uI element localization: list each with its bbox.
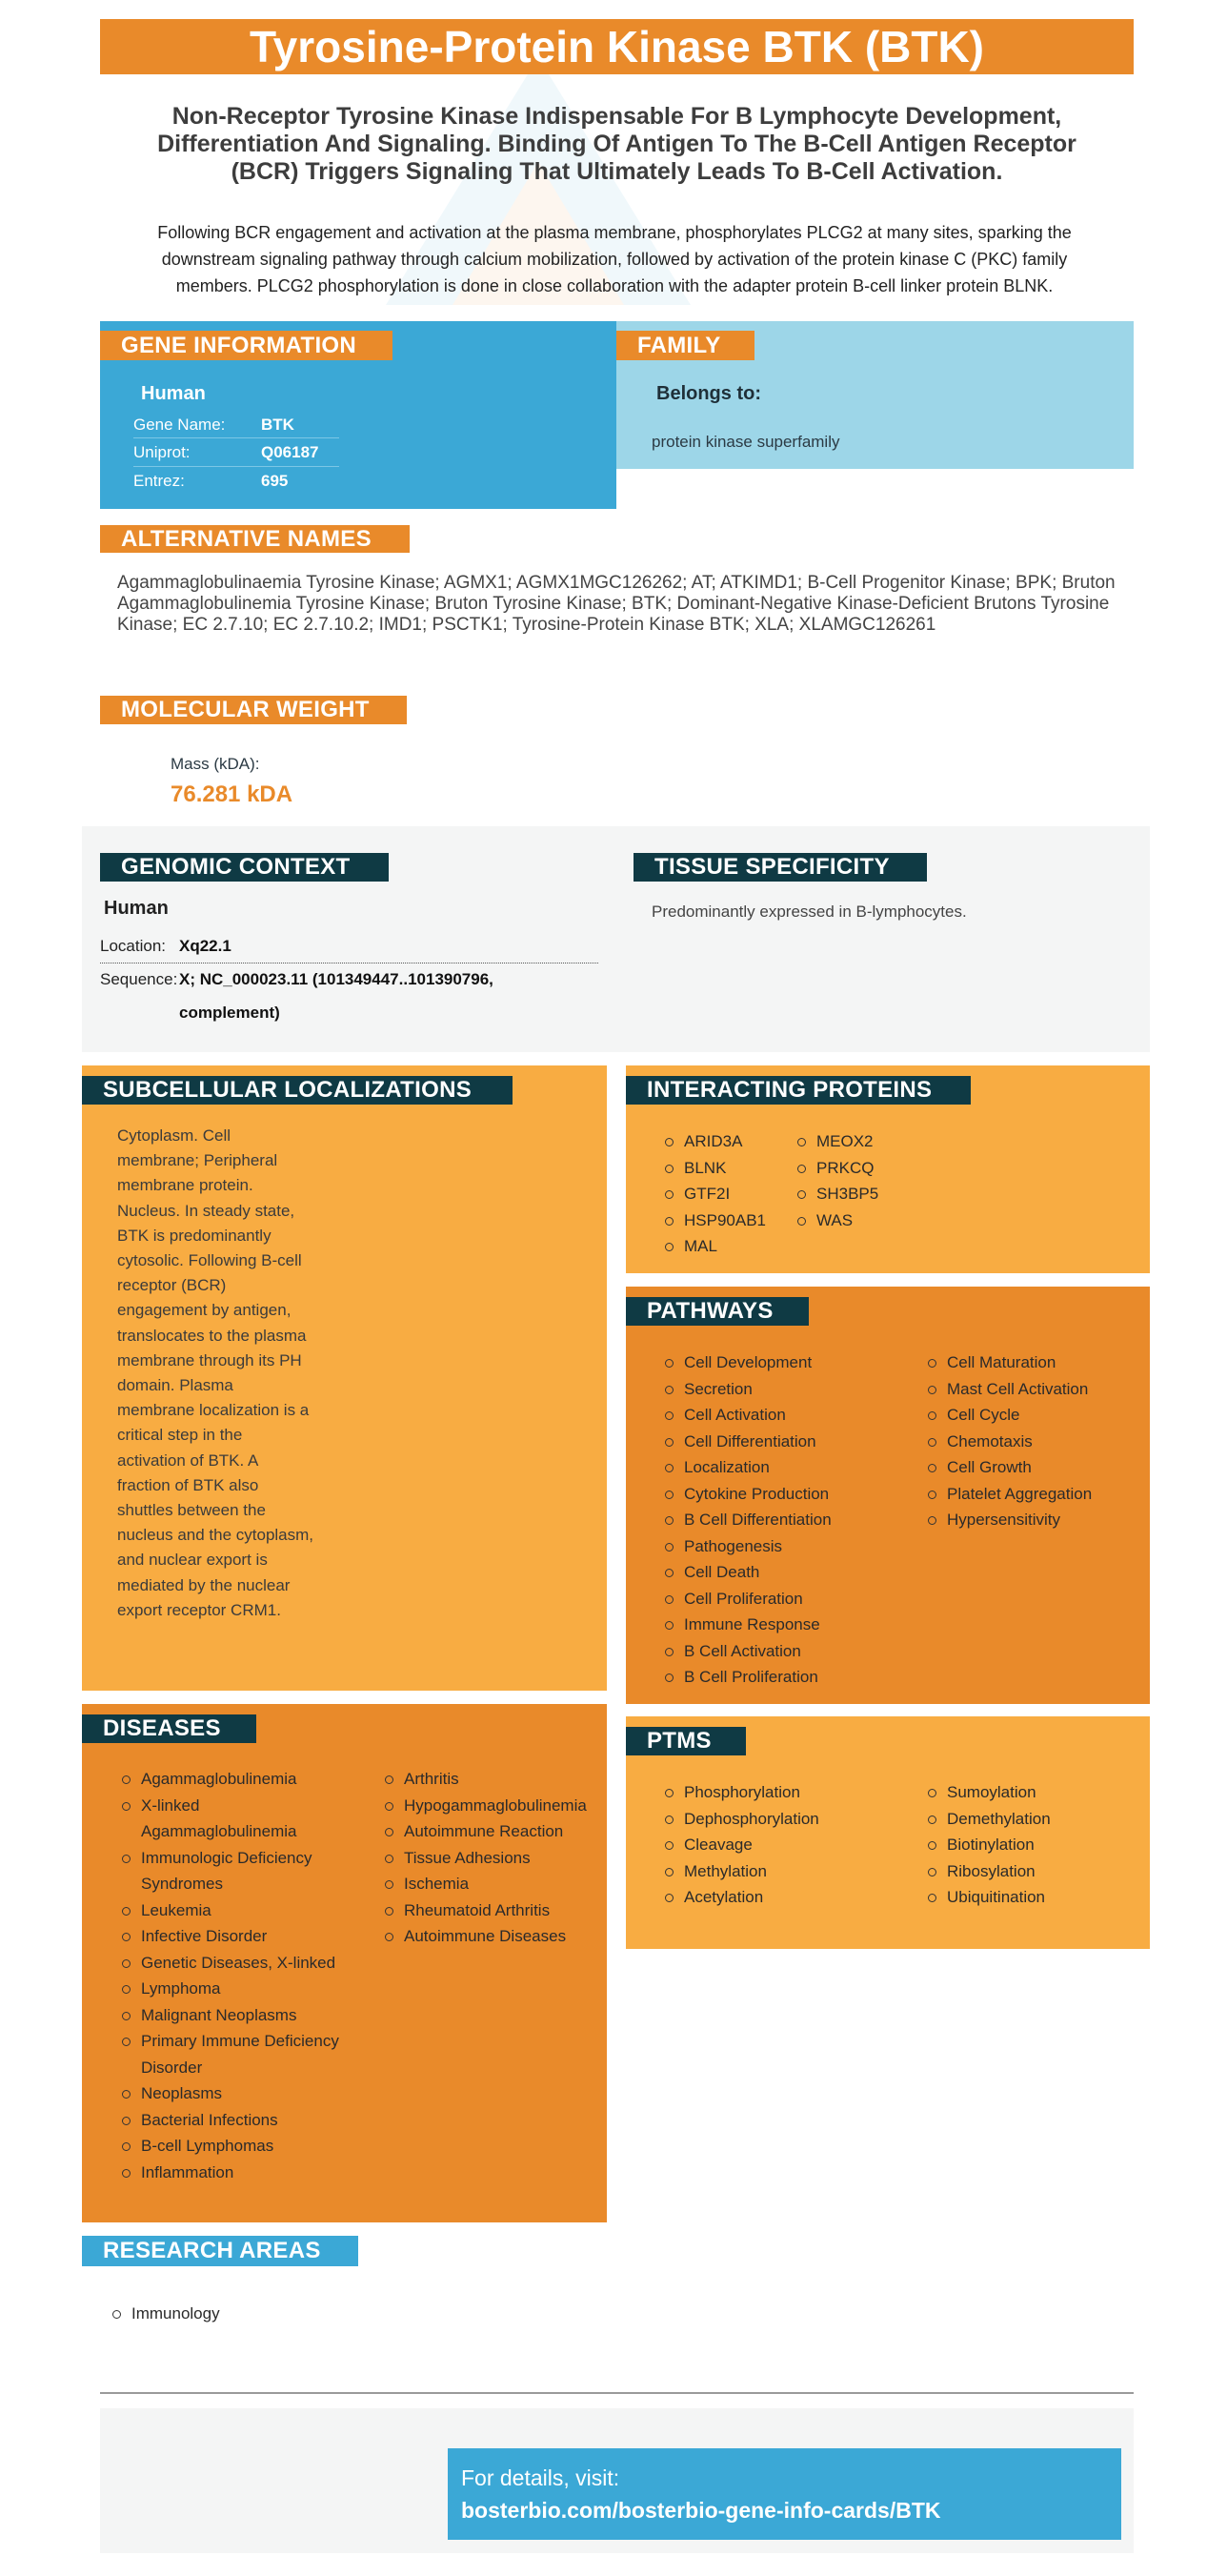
diseases-list-col2 [385, 1766, 604, 1950]
subcellular-text: Cytoplasm. Cell membrane; Peripheral membrane protein. Nucleus. In steady state, BTK is predominantly cytosolic. Following B-cell receptor (BCR) engagement by antigen, translocates to the plasma membrane through its PH domain. Plasma membrane localization is a critical step in the activation of BTK. A fraction of BTK also shuttles between the nucleus and the cytoplasm, and nuclear export is mediated by the nuclear export receptor CRM1. [117, 1126, 314, 1619]
list-item: Immune Response [665, 1612, 832, 1638]
diseases-list-col1 [122, 1766, 341, 2185]
list-item: Acetylation [665, 1884, 819, 1911]
entrez-value: 695 [261, 472, 289, 490]
page-title: Tyrosine-Protein Kinase BTK (BTK) [250, 22, 984, 71]
list-item: Demethylation [928, 1806, 1051, 1833]
family-belongs-label: Belongs to: [656, 383, 761, 404]
list-item: GTF2I [665, 1181, 766, 1207]
list-item: Cell Growth [928, 1454, 1092, 1481]
page-title-bar [100, 19, 1134, 74]
list-item: Infective Disorder [122, 1923, 341, 1950]
list-item: Cytokine Production [665, 1481, 832, 1508]
list-item: Cell Differentiation [665, 1429, 832, 1455]
list-item: Tissue Adhesions [385, 1845, 604, 1872]
ptms-list-col2 [928, 1779, 1051, 1911]
family-heading: FAMILY [616, 331, 754, 360]
interacting-list-col2 [797, 1128, 878, 1233]
genomic-context-heading: GENOMIC CONTEXT [100, 853, 389, 882]
ptms-list-col1 [665, 1779, 819, 1911]
sequence-value [179, 970, 617, 1023]
list-item: Immunology [112, 2301, 220, 2327]
list-item: Platelet Aggregation [928, 1481, 1092, 1508]
description: Following BCR engagement and activation at the plasma membrane, phosphorylates PLCG2 at many sites, sparking the downstream signaling pathway through calcium mobilization, followed by activation of the protein kinase C (PKC) family members. PLCG2 phosphorylation is done in close collaboration with the adapter protein B-cell linker protein BLNK. [157, 223, 1072, 295]
list-item: B Cell Proliferation [665, 1664, 832, 1691]
genomic-location-row [100, 930, 598, 963]
gene-info-heading: GENE INFORMATION [100, 331, 392, 360]
list-item: Bacterial Infections [122, 2107, 341, 2134]
diseases-heading: DISEASES [82, 1714, 256, 1743]
sequence-label: Sequence: [100, 970, 178, 988]
list-item: Arthritis [385, 1766, 604, 1793]
gene-info-table [133, 412, 339, 496]
list-item: Agammaglobulinemia [122, 1766, 341, 1793]
list-item: Ribosylation [928, 1858, 1051, 1885]
list-item: MEOX2 [797, 1128, 878, 1155]
list-item: Genetic Diseases, X-linked [122, 1950, 341, 1977]
list-item: Autoimmune Reaction [385, 1818, 604, 1845]
list-item: Hypersensitivity [928, 1507, 1092, 1533]
list-item: Chemotaxis [928, 1429, 1092, 1455]
list-item: Leukemia [122, 1897, 341, 1924]
subtitle: Non-Receptor Tyrosine Kinase Indispensable For B Lymphocyte Development, Differentiation And Signaling. Binding Of Antigen To The B-Cell Antigen Receptor (BCR) Triggers Signaling That Ultimately Leads To B-Cell Activation. [157, 103, 1076, 185]
list-item: Phosphorylation [665, 1779, 819, 1806]
interacting-list-col1 [665, 1128, 766, 1260]
research-areas-heading: RESEARCH AREAS [82, 2236, 358, 2266]
uniprot-label: Uniprot: [133, 442, 191, 461]
list-item: HSP90AB1 [665, 1207, 766, 1234]
list-item: ARID3A [665, 1128, 766, 1155]
list-item: Lymphoma [122, 1976, 341, 2002]
list-item: Sumoylation [928, 1779, 1051, 1806]
list-item: MAL [665, 1233, 766, 1260]
list-item: WAS [797, 1207, 878, 1234]
list-item: BLNK [665, 1155, 766, 1182]
list-item: Hypogammaglobulinemia [385, 1793, 604, 1819]
list-item: Cleavage [665, 1832, 819, 1858]
details-link-box[interactable] [448, 2448, 1121, 2540]
list-item: Ubiquitination [928, 1884, 1051, 1911]
list-item: Immunologic Deficiency Syndromes [122, 1845, 341, 1897]
gene-info-organism: Human [141, 383, 206, 404]
list-item: Rheumatoid Arthritis [385, 1897, 604, 1924]
gene-name-label: Gene Name: [133, 415, 226, 434]
entrez-label: Entrez: [133, 472, 185, 490]
location-label: Location: [100, 937, 166, 955]
list-item: B Cell Activation [665, 1638, 832, 1665]
details-url[interactable]: bosterbio.com/bosterbio-gene-info-cards/BTK [461, 2498, 941, 2523]
list-item: X-linked Agammaglobulinemia [122, 1793, 341, 1845]
pathways-list-col1 [665, 1349, 832, 1691]
list-item: Cell Development [665, 1349, 832, 1376]
list-item: Cell Activation [665, 1402, 832, 1429]
family-value: protein kinase superfamily [652, 433, 840, 451]
gene-info-row [133, 467, 339, 496]
molecular-weight-heading: MOLECULAR WEIGHT [100, 696, 407, 724]
list-item: Ischemia [385, 1871, 604, 1897]
list-item: PRKCQ [797, 1155, 878, 1182]
tissue-specificity-heading: TISSUE SPECIFICITY [634, 853, 927, 882]
list-item: B Cell Differentiation [665, 1507, 832, 1533]
list-item: Neoplasms [122, 2080, 341, 2107]
tissue-specificity-text: Predominantly expressed in B-lymphocytes. [652, 903, 967, 921]
interacting-proteins-heading: INTERACTING PROTEINS [626, 1076, 971, 1105]
mass-label: Mass (kDA): [171, 755, 260, 773]
sequence-value-line2: complement) [179, 1004, 280, 1022]
gene-info-row [133, 412, 339, 438]
pathways-heading: PATHWAYS [626, 1297, 809, 1326]
list-item: Pathogenesis [665, 1533, 832, 1560]
pathways-list-col2 [928, 1349, 1092, 1533]
list-item: Cell Death [665, 1559, 832, 1586]
list-item: Primary Immune Deficiency Disorder [122, 2028, 341, 2080]
list-item: Inflammation [122, 2160, 341, 2186]
list-item: Dephosphorylation [665, 1806, 819, 1833]
ptms-heading: PTMS [626, 1727, 746, 1755]
list-item: Biotinylation [928, 1832, 1051, 1858]
mass-value: 76.281 kDA [171, 781, 293, 807]
subcellular-heading: SUBCELLULAR LOCALIZATIONS [82, 1076, 513, 1105]
research-areas-list [112, 2301, 220, 2327]
gene-name-value: BTK [261, 415, 294, 434]
footer-divider [100, 2392, 1134, 2394]
uniprot-value: Q06187 [261, 442, 319, 461]
list-item: B-cell Lymphomas [122, 2133, 341, 2160]
list-item: SH3BP5 [797, 1181, 878, 1207]
alternative-names-heading: ALTERNATIVE NAMES [100, 525, 410, 553]
list-item: Mast Cell Activation [928, 1376, 1092, 1403]
gene-info-row [133, 438, 339, 467]
alternative-names-text: Agammaglobulinaemia Tyrosine Kinase; AGMX1; AGMX1MGC126262; AT; ATKIMD1; B-Cell Progenitor Kinase; BPK; Bruton Agammaglobulinemia Tyrosine Kinase; Bruton Tyrosine Kinase; BTK; Dominant-Negative Kinase-Deficient Brutons Tyrosine Kinase; EC 2.7.10; EC 2.7.10.2; IMD1; PSCTK1; Tyrosine-Protein Kinase BTK; XLA; XLAMGC126261 [117, 573, 1116, 635]
genomic-organism: Human [104, 898, 169, 919]
list-item: Cell Maturation [928, 1349, 1092, 1376]
list-item: Malignant Neoplasms [122, 2002, 341, 2029]
sequence-value-line1: X; NC_000023.11 (101349447..101390796, [179, 970, 493, 988]
list-item: Autoimmune Diseases [385, 1923, 604, 1950]
list-item: Cell Cycle [928, 1402, 1092, 1429]
details-label: For details, visit: [461, 2465, 620, 2490]
list-item: Methylation [665, 1858, 819, 1885]
location-value: Xq22.1 [179, 937, 231, 955]
list-item: Localization [665, 1454, 832, 1481]
list-item: Cell Proliferation [665, 1586, 832, 1613]
list-item: Secretion [665, 1376, 832, 1403]
